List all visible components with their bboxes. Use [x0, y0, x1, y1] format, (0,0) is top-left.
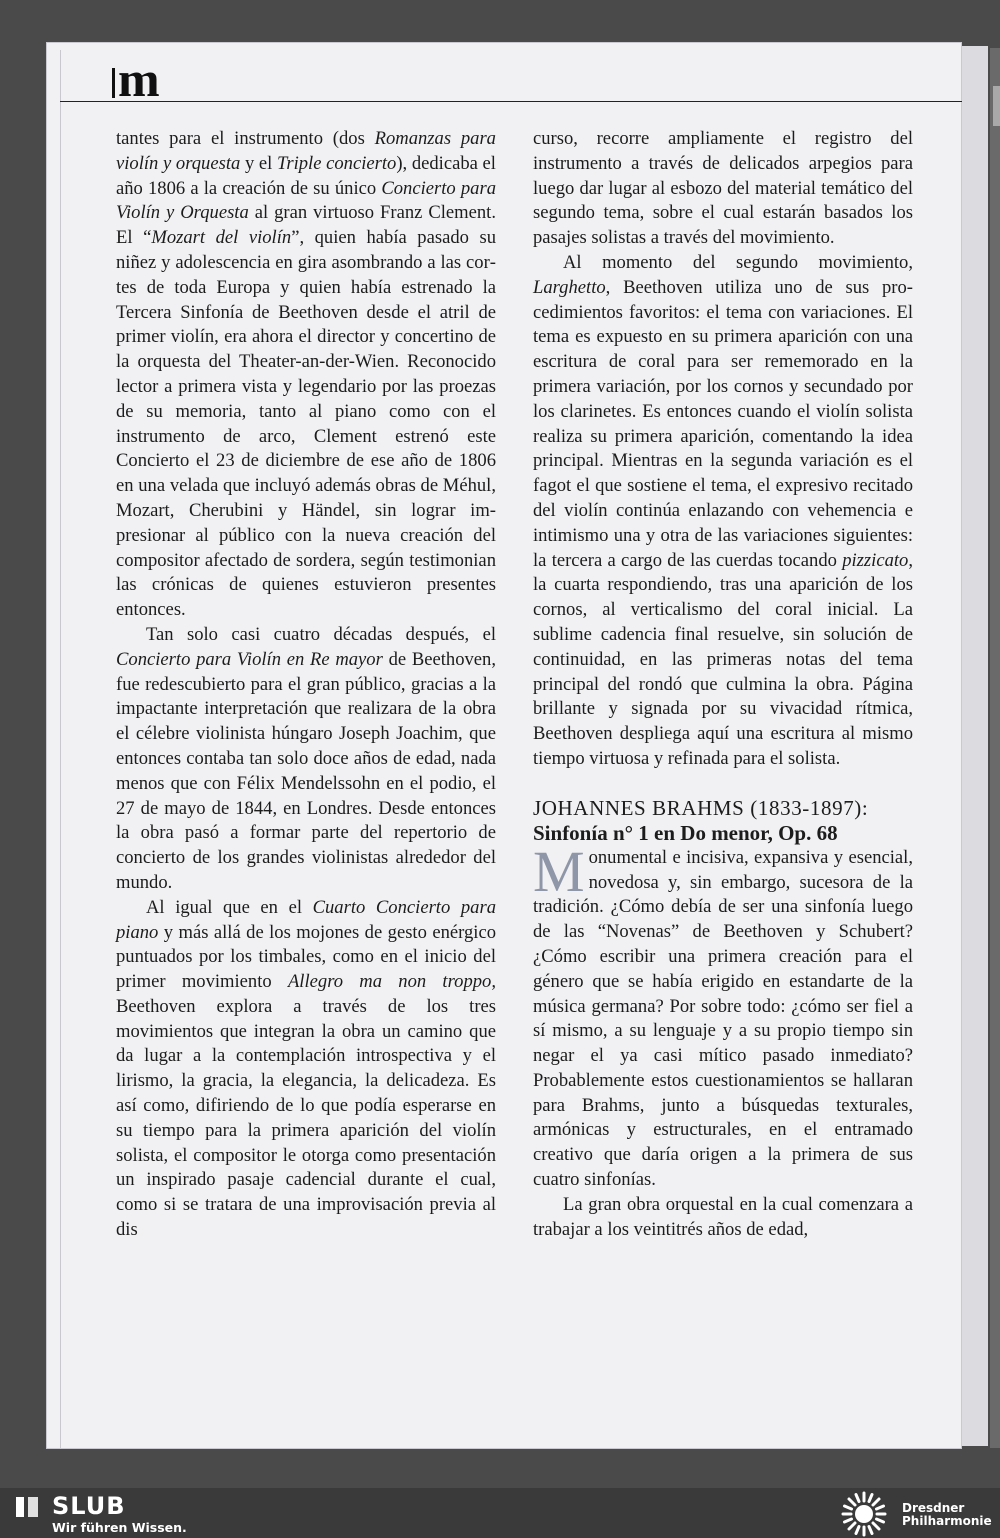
logo-bar	[112, 68, 115, 98]
paragraph: curso, recorre ampliamente el registro del instrumento a través de delicados arpegios para luego dar lugar al esbozo del material temático del segundo tema, sobre el cual estarán basados los pasajes solistas a través del movimiento.	[533, 128, 913, 249]
logo-letter: m	[118, 51, 159, 107]
paragraph	[533, 838, 913, 1193]
drop-cap: M	[533, 838, 585, 904]
page-edge	[962, 46, 988, 1446]
slub-tagline: Wir führen Wissen.	[52, 1520, 187, 1535]
page-edge-dark	[990, 48, 1000, 1448]
magazine-logo	[112, 50, 159, 108]
paragraph-text: onumental e incisiva, expansiva y esencial, novedosa y, sin embargo, sucesora de la tradición. ¿Cómo debía de ser una sinfonía luego de las “Novenas” de Beethoven y Schubert? ¿Cómo escribir una primera creación para el género que se había erigido en estandarte de la música germana? Por sobre todo: ¿cómo ser fiel a sí mismo, a su lenguaje y a su propio tiempo sin negar el ya casi mítico pasado inmediato? Probablemente estos cuestionamientos se hallaran para Brahms, junto a búsquedas texturales, armónicas y estructurales, en el entramado creativo que daría origen a la primera de sus cuatro sinfonías.	[533, 846, 913, 1191]
paragraph: Al momento del segundo movimiento, Larghetto, Beethoven utiliza uno de sus procedimientos favoritos: el tema con variaciones. El tema es expuesto en su primera aparición con una escritura de coral para ser rememorado en la primera variación, por los cornos y secundado por los clarinetes. Es entonces cuando el violín solista realiza su primera aparición, comentando la idea principal. Mientras en la segunda variación es el fagot el que sostiene el tema, el expresivo recitado del violín continúa enlazando con vehemencia e intimismo una y otra de las variaciones siguientes: la tercera a cargo de las cuerdas tocando pizzicato, la cuarta respondiendo, tras una aparición de los cornos, al verticalismo del coral inicial. La sublime cadencia final resuelve, sin solución de continuidad, en las primeras notas del tema principal del rondó que culmina la obra. Página brillante y signada por su vivacidad rítmica, Beethoven despliega aquí una escritura al mismo tiempo virtuosa y refinada para el solista.	[533, 251, 913, 769]
partner-line-1: Dresdner	[902, 1501, 965, 1515]
page-tab-mark	[993, 86, 1000, 126]
slub-logo-icon	[14, 1494, 40, 1520]
binding-rule	[60, 50, 61, 1448]
header-rule	[60, 101, 962, 102]
slub-name: SLUB	[52, 1492, 126, 1520]
composer-heading: JOHANNES BRAHMS (1833-1897):	[533, 795, 869, 820]
paragraph: tantes para el instrumento (dos Romanzas para violín y orquesta y el Triple concierto), dedicaba el año 1806 a la creación de su único Concierto para Violín y Orquesta al gran virtuoso Franz Clement. El “Mozart del violín”, quien había pasado su niñez y adolescencia en gira asombrando a las cortes de toda Europa y quien había estrenado la Tercera Sinfonía de Beethoven desde el atril de primer violín, era ahora el director y concertino de la orquesta del Theater-an-der-Wien. Reconocido lector a primera vista y legendario por las proezas de su memoria, tanto al piano como con el instrumento de arco, Clement estrenó este Concierto el 23 de diciembre de ese año de 1806 en una velada que incluyó además obras de Méhul, Mozart, Cherubini y Händel, sin lograr impresionar al público con la nueva creación del compositor afectado de sordera, según testimonian las crónicas de quienes estuvieron presentes entonces.	[116, 128, 496, 621]
paragraph: Tan solo casi cuatro décadas después, el Concierto para Violín en Re mayor de Beethoven, fue redescubierto para el gran público, gracias a la impactante interpretación que realizara de la obra el célebre violinista húngaro Joseph Joachim, que entonces contaba tan solo doce años de edad, nada menos que con Félix Mendelssohn en el podio, el 27 de mayo de 1844, en Londres. Desde entonces la obra pasó a formar parte del repertorio de concierto de los grandes violinistas alrededor del mundo.	[116, 623, 496, 893]
philharmonie-logo-icon	[840, 1490, 888, 1538]
partner-line-2: Philharmonie	[902, 1514, 992, 1528]
section-heading	[533, 796, 913, 846]
left-column	[116, 127, 496, 1243]
partner-name	[902, 1502, 992, 1528]
paragraph: La gran obra orquestal en la cual comenzara a trabajar a los veintitrés años de edad,	[533, 1193, 913, 1240]
work-title: Sinfonía n° 1 en Do menor, Op. 68	[533, 820, 838, 845]
right-column	[533, 127, 913, 1242]
paragraph: Al igual que en el Cuarto Concierto para piano y más allá de los mojones de gesto enérgico puntuados por los timbales, como en el inicio del primer movimiento Allegro ma non troppo, Beethoven explora a través de los tres movimientos que integran la obra un camino que da lugar a la contemplación introspectiva y el lirismo, la gracia, la elegancia, la delicadeza. Es así como, difiriendo de lo que podía esperarse en su tiempo para la primera aparición del violín solista, el compositor le otorga como presentación un inspirado pasaje cadencial durante el cual, como si se tratara de una improvisación previa al dis	[116, 896, 496, 1241]
